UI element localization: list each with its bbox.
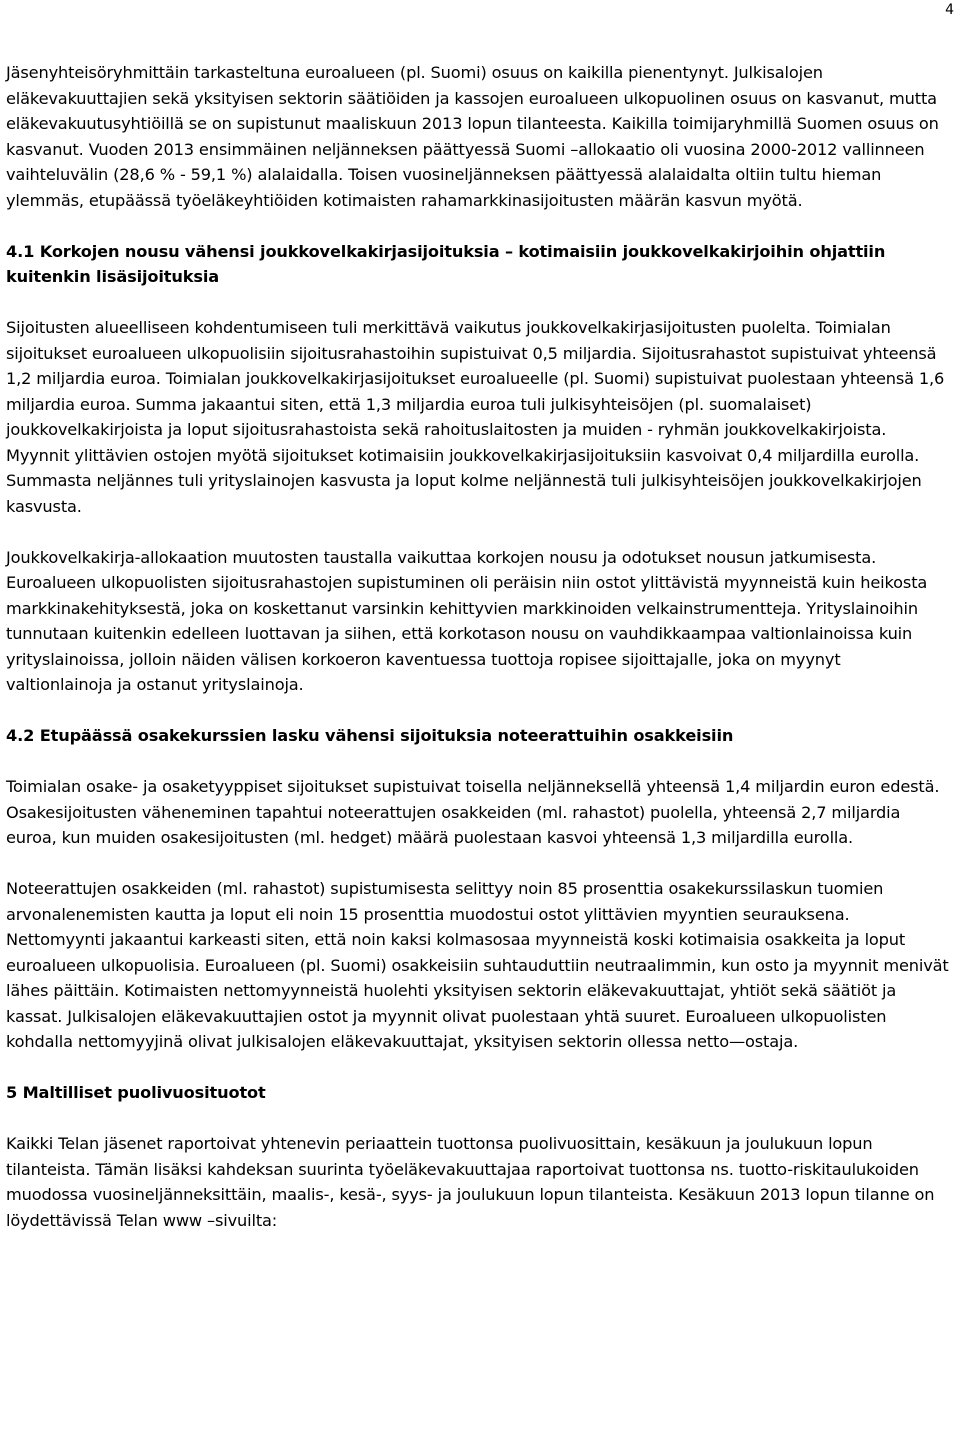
page-number: 4 (945, 2, 954, 18)
heading-4-2: 4.2 Etupäässä osakekurssien lasku vähensi sijoituksia noteerattuihin osakkeisiin (6, 726, 734, 745)
paragraph-bond-allocation: Sijoitusten alueelliseen kohdentumiseen tuli merkittävä vaikutus joukkovelkakirjasijoitusten puolelta. Toimialan sijoitukset euroalueen ulkopuolisiin sijoitusrahastoihin supistuivat 0,5 miljardia. Sijoitusrahastot supistuivat yhteensä 1,2 miljardia euroa. Toimialan joukkovelkakirjasijoitukset euroalueelle (pl. Suomi) supistuivat puolestaan yhteensä 1,6 miljardia euroa. Summa jakaantui siten, että 1,3 miljardia euroa tuli julkisyhteisöjen (pl. suomalaiset) joukkovelkakirjoista ja loput sijoitusrahastoista sekä rahoituslaitosten ja muiden - ryhmän joukkovelkakirjoista. Myynnit ylittävien ostojen myötä sijoitukset kotimaisiin joukkovelkakirjasijoituksiin kasvoivat 0,4 miljardilla eurolla. Summasta neljännes tuli yrityslainojen kasvusta ja loput kolme neljännestä tuli julkisyhteisöjen joukkovelkakirjojen kasvusta. (6, 318, 945, 516)
paragraph-bond-background: Joukkovelkakirja-allokaation muutosten taustalla vaikuttaa korkojen nousu ja odotukset nousun jatkumisesta. Euroalueen ulkopuolisten sijoitusrahastojen supistuminen oli peräisin niin ostot ylittävistä myynneistä kuin heikosta markkinakehityksestä, joka on koskettanut varsinkin kehittyvien markkinoiden velkainstrumentteja. Yrityslainoihin tunnutaan kuitenkin edelleen luottavan ja siihen, että korkotason nousu on vauhdikkaampaa valtionlainoissa kuin yrityslainoissa, jolloin näiden välisen korkoeron kaventuessa tuottoja ropisee sijoittajalle, joka on myynyt valtionlainoja ja ostanut yrityslainoja. (6, 547, 928, 694)
heading-5: 5 Maltilliset puolivuosituotot (6, 1083, 266, 1102)
paragraph-intro: Jäsenyhteisöryhmittäin tarkasteltuna euroalueen (pl. Suomi) osuus on kaikilla pienentynyt. Julkisalojen eläkevakuuttajien sekä yksityisen sektorin säätiöiden ja kassojen euroalueen ulkopuolinen osuus on kasvanut, mutta eläkevakuutusyhtiöillä se on supistunut maaliskuun 2013 lopun tilanteesta. Kaikilla toimijaryhmillä Suomen osuus on kasvanut. Vuoden 2013 ensimmäinen neljänneksen päättyessä Suomi –allokaatio oli vuosina 2000-2012 vallinneen vaihteluvälin (28,6 % - 59,1 %) alalaidalla. Toisen vuosineljänneksen päättyessä alalaidalta oltiin tultu hieman ylemmäs, etupäässä työeläkeyhtiöiden kotimaisten rahamarkkinasijoitusten määrän kasvun myötä. (6, 63, 939, 210)
paragraph-equity-investments: Toimialan osake- ja osaketyyppiset sijoitukset supistuivat toisella neljänneksellä yhteensä 1,4 miljardin euron edestä. Osakesijoitusten väheneminen tapahtui noteerattujen osakkeiden (ml. rahastot) puolella, yhteensä 2,7 miljardia euroa, kun muiden osakesijoitusten (ml. hedget) määrä puolestaan kasvoi yhteensä 1,3 miljardilla eurolla. (6, 777, 940, 847)
heading-4-1: 4.1 Korkojen nousu vähensi joukkovelkakirjasijoituksia – kotimaisiin joukkovelkakirjoihin ohjattiin kuitenkin lisäsijoituksia (6, 241, 886, 286)
document-body (6, 60, 950, 1259)
paragraph-listed-equities: Noteerattujen osakkeiden (ml. rahastot) supistumisesta selittyy noin 85 prosenttia osakekurssilaskun tuomien arvonalenemisten kautta ja loput eli noin 15 prosenttia muodostui ostot ylittävien myyntien seurauksena. Nettomyynti jakaantui karkeasti siten, että noin kaksi kolmasosaa myynneistä koski kotimaisia osakkeita ja loput euroalueen ulkopuolisia. Euroalueen (pl. Suomi) osakkeisiin suhtauduttiin neutraalimmin, kun osto ja myynnit menivät lähes päittäin. Kotimaisten nettomyynneistä huolehti yksityisen sektorin eläkevakuuttajat, yhtiöt sekä säätiöt ja kassat. Julkisalojen eläkevakuuttajien ostot ja myynnit olivat puolestaan yhtä suuret. Euroalueen ulkopuolisten kohdalla nettomyyjinä olivat julkisalojen eläkevakuuttajat, yksityisen sektorin ollessa netto—ostaja. (6, 879, 949, 1051)
paragraph-returns-reporting: Kaikki Telan jäsenet raportoivat yhtenevin periaattein tuottonsa puolivuosittain, kesäkuun ja joulukuun lopun tilanteista. Tämän lisäksi kahdeksan suurinta työeläkevakuuttajaa raportoivat tuottonsa ns. tuotto-riskitaulukoiden muodossa vuosineljänneksittäin, maalis-, kesä-, syys- ja joulukuun lopun tilanteista. Kesäkuun 2013 lopun tilanne on löydettävissä Telan www –sivuilta: (6, 1134, 935, 1230)
